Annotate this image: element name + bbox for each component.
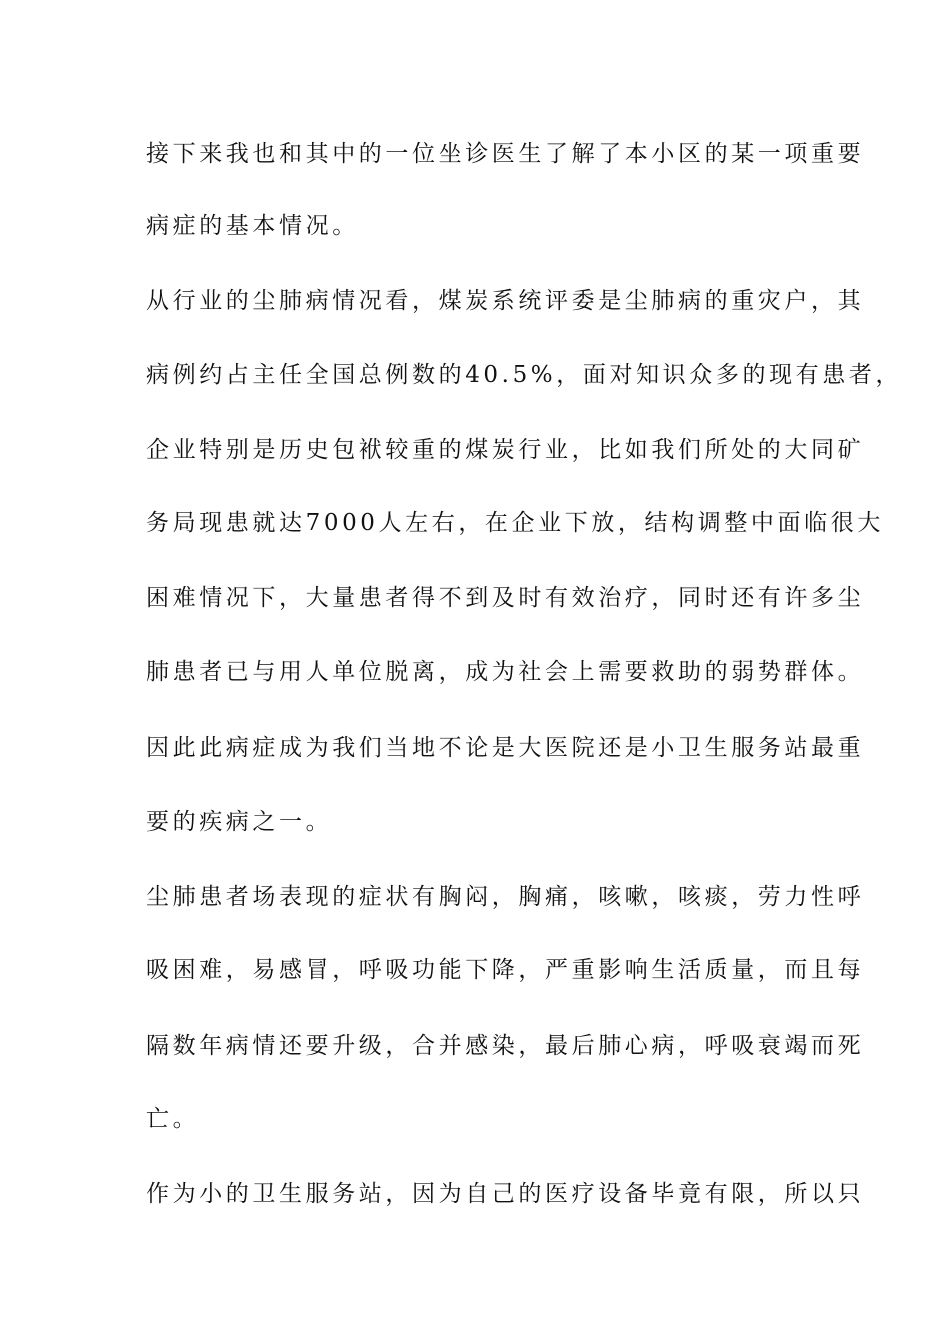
text-line: 从行业的尘肺病情况看，煤炭系统评委是尘肺病的重灾户，其 <box>146 288 865 314</box>
text-line: 吸困难，易感冒，呼吸功能下降，严重影响生活质量，而且每 <box>146 957 865 983</box>
text-line: 病症的基本情况。 <box>146 213 359 239</box>
text-line: 肺患者已与用人单位脱离，成为社会上需要救助的弱势群体。 <box>146 659 865 685</box>
text-line: 尘肺患者场表现的症状有胸闷，胸痛，咳嗽，咳痰，劳力性呼 <box>146 884 865 910</box>
text-line: 隔数年病情还要升级，合并感染，最后肺心病，呼吸衰竭而死 <box>146 1033 865 1059</box>
text-line: 困难情况下，大量患者得不到及时有效治疗，同时还有许多尘 <box>146 585 865 611</box>
text-line: 亡。 <box>146 1106 200 1132</box>
text-line: 接下来我也和其中的一位坐诊医生了解了本小区的某一项重要 <box>146 141 865 167</box>
text-line: 病例约占主任全国总例数的40.5%，面对知识众多的现有患者， <box>146 362 903 388</box>
text-line: 企业特别是历史包袱较重的煤炭行业，比如我们所处的大同矿 <box>146 437 865 463</box>
text-line: 因此此病症成为我们当地不论是大医院还是小卫生服务站最重 <box>146 735 865 761</box>
text-line: 要的疾病之一。 <box>146 809 333 835</box>
text-line: 务局现患就达7000人左右，在企业下放，结构调整中面临很大 <box>146 510 884 536</box>
text-line: 作为小的卫生服务站，因为自己的医疗设备毕竟有限，所以只 <box>146 1181 865 1207</box>
